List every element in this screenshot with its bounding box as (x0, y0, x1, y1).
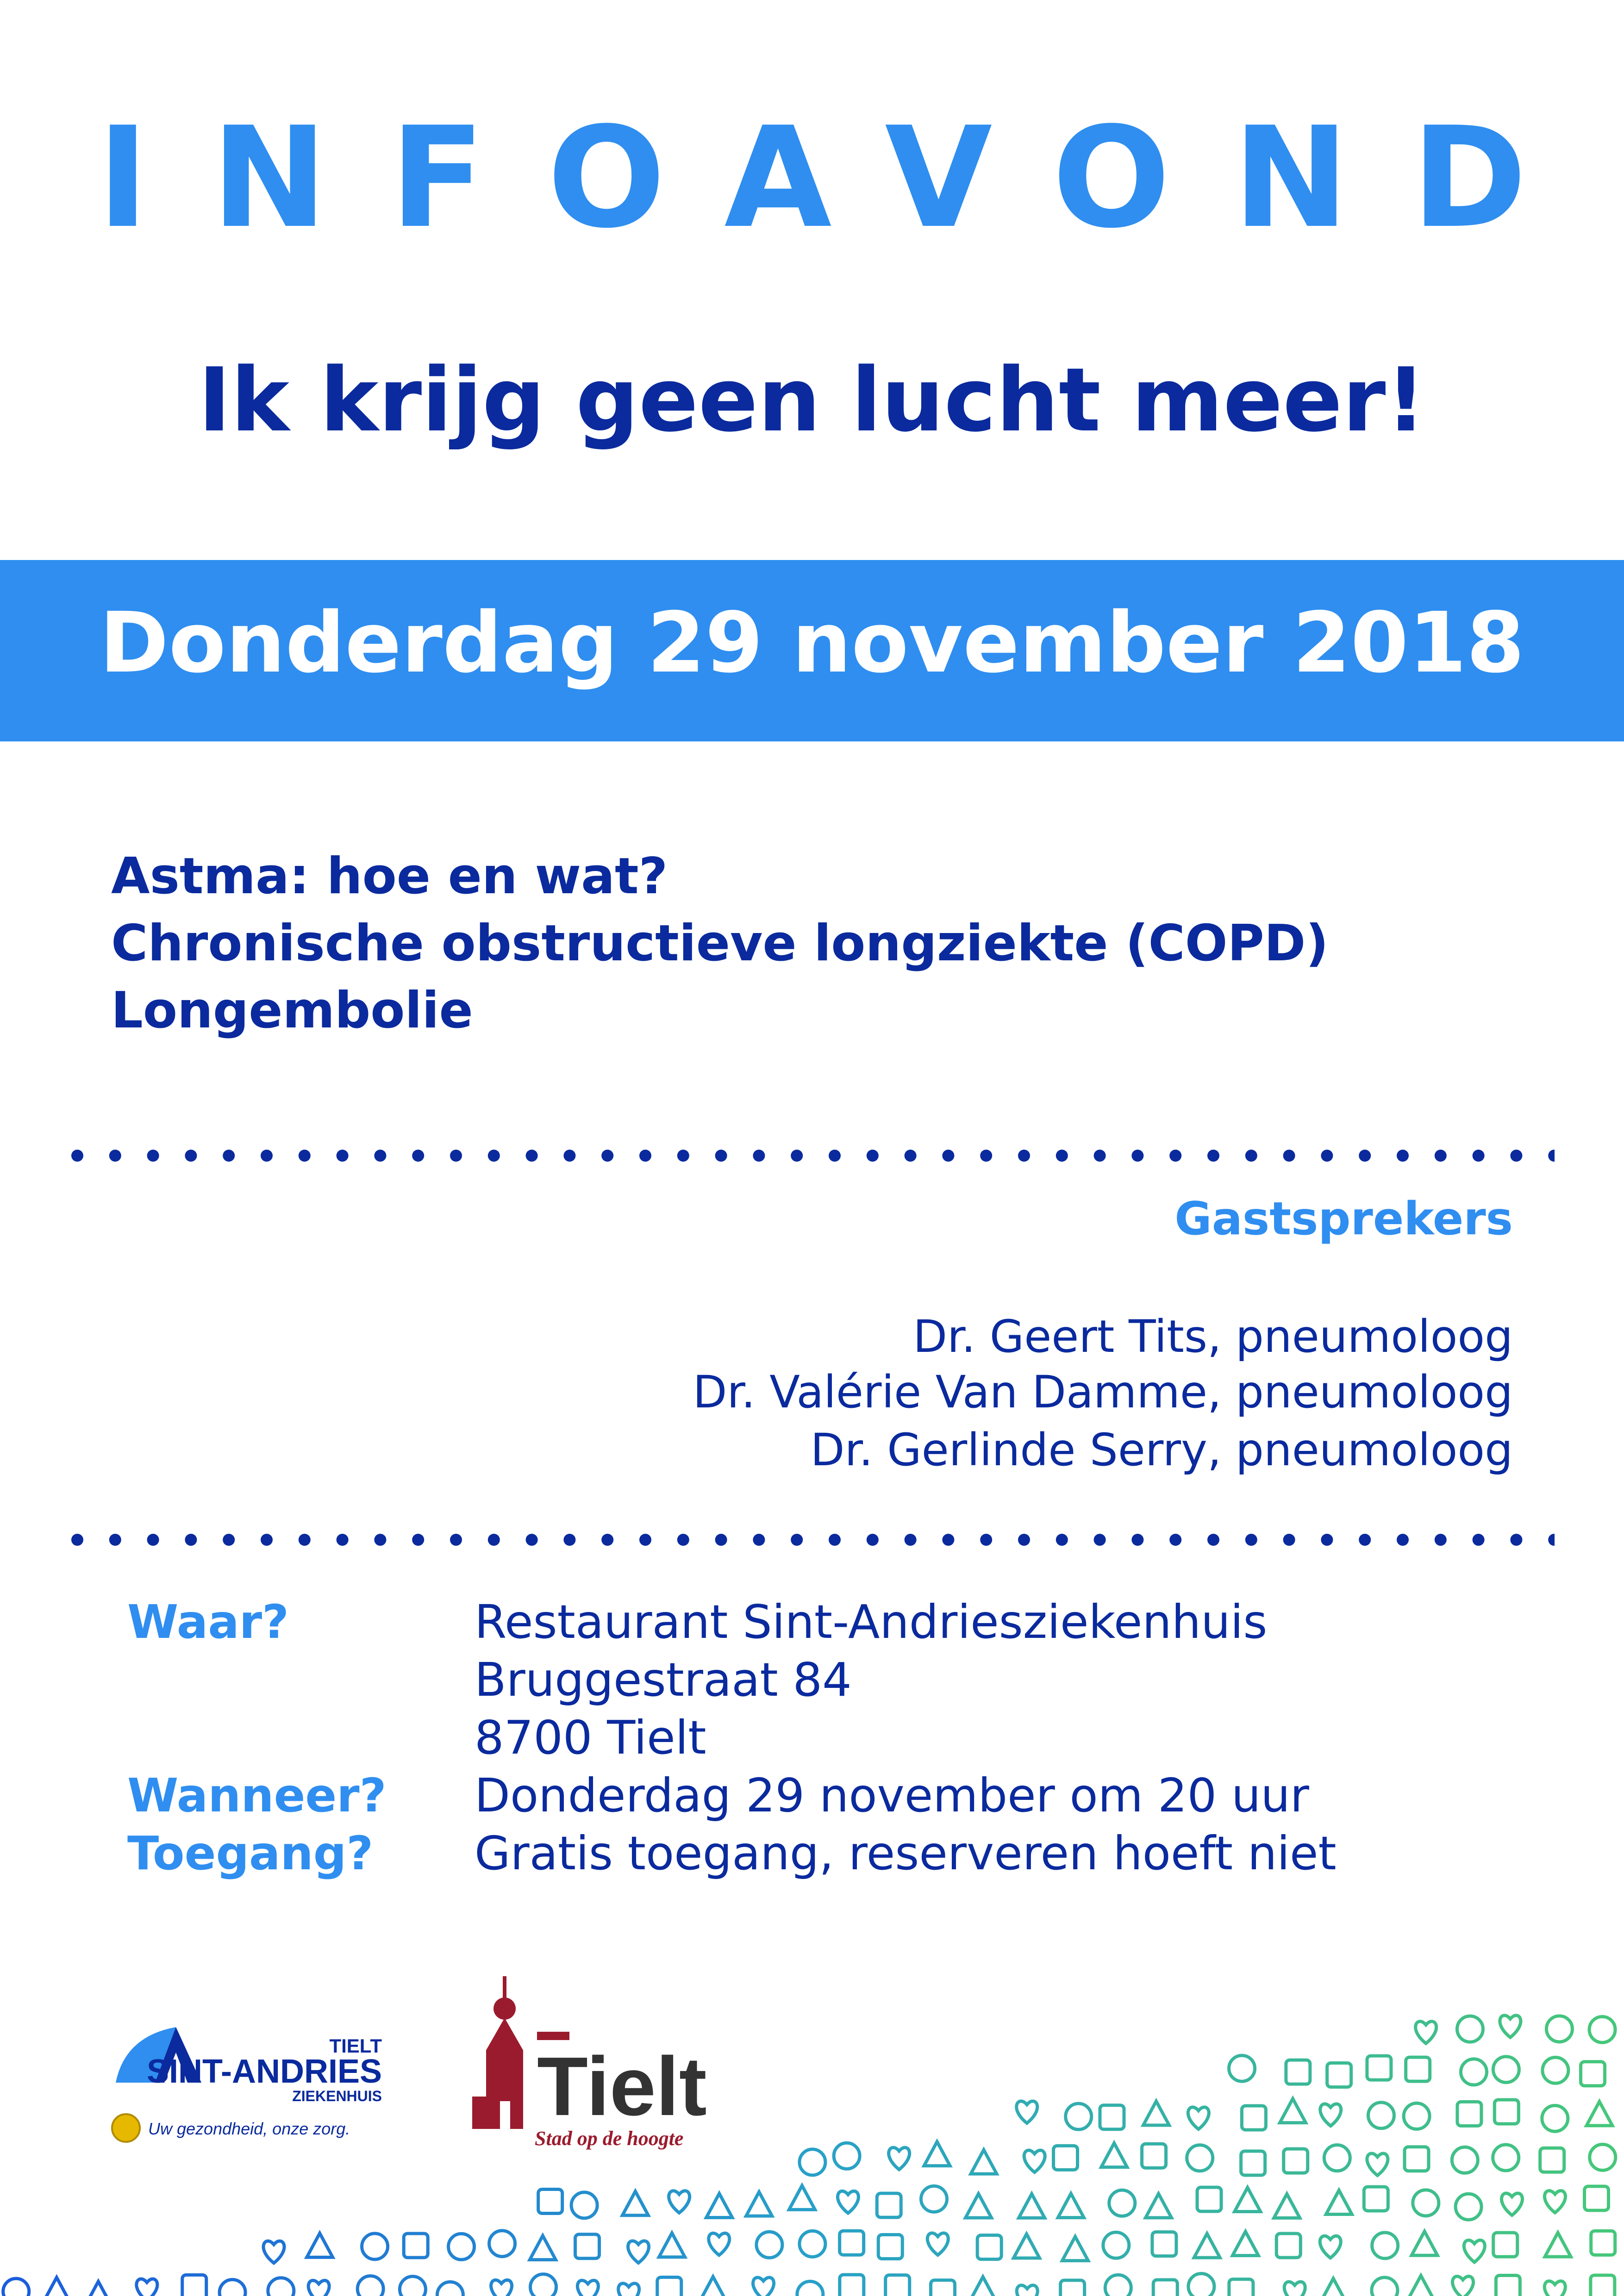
pattern-icon (878, 2235, 902, 2259)
speaker-item: Dr. Geert Tits, pneumoloog (913, 1311, 1513, 1363)
pattern-icon (1501, 2193, 1522, 2215)
pattern-icon (753, 2277, 774, 2296)
speakers-heading: Gastsprekers (1174, 1193, 1513, 1245)
pattern-icon (1017, 2101, 1037, 2123)
pattern-icon (219, 2279, 245, 2296)
pattern-icon (404, 2234, 428, 2258)
seal-icon (112, 2114, 140, 2142)
pattern-icon (437, 2282, 463, 2296)
pattern-icon (706, 2193, 732, 2217)
pattern-icon (618, 2284, 639, 2296)
pattern-icon (531, 2274, 556, 2296)
pattern-icon (1364, 2187, 1388, 2211)
access-value: Gratis toegang, reserveren hoeft niet (475, 1826, 1337, 1880)
pattern-icon (1103, 2232, 1129, 2258)
pattern-icon (1320, 2104, 1341, 2126)
pattern-icon (1372, 2277, 1398, 2296)
pattern-icon (1457, 2016, 1483, 2042)
pattern-icon (1455, 2194, 1481, 2220)
pattern-icon (1229, 2055, 1255, 2081)
where-label: Waar? (127, 1595, 289, 1649)
pattern-icon (1367, 2056, 1391, 2080)
pattern-icon (1367, 2153, 1388, 2176)
pattern-icon (1368, 2103, 1394, 2128)
pattern-icon (889, 2147, 910, 2170)
logo-name-text: SINT-ANDRIES (146, 2053, 382, 2090)
pattern-icon (924, 2142, 950, 2166)
pattern-icon (1109, 2190, 1135, 2216)
pattern-icon (1242, 2106, 1266, 2130)
pattern-icon (1493, 2057, 1519, 2083)
pattern-icon (840, 2275, 864, 2296)
pattern-icon (834, 2143, 860, 2169)
tielt-logo (468, 1962, 727, 2157)
speaker-item: Dr. Gerlinde Serry, pneumoloog (810, 1424, 1513, 1476)
pattern-icon (628, 2241, 649, 2263)
pattern-icon (659, 2233, 685, 2257)
pattern-icon (1142, 2144, 1166, 2168)
pattern-icon (357, 2276, 383, 2296)
pattern-icon (1187, 2145, 1213, 2171)
where-line: Bruggestraat 84 (475, 1653, 852, 1707)
pattern-icon (709, 2233, 730, 2255)
pattern-icon (1457, 2102, 1481, 2126)
pattern-icon (577, 2280, 598, 2296)
pattern-icon (1235, 2188, 1261, 2212)
pattern-icon (1146, 2194, 1172, 2218)
speaker-item: Dr. Valérie Van Damme, pneumoloog (693, 1366, 1513, 1418)
pattern-icon (1232, 2232, 1258, 2256)
pattern-icon (449, 2234, 475, 2259)
pattern-icon (571, 2192, 597, 2218)
pattern-icon (575, 2234, 600, 2259)
pattern-icon (1453, 2277, 1474, 2296)
pattern-icon (1543, 2057, 1568, 2083)
pattern-icon (1493, 2145, 1519, 2171)
pattern-icon (1066, 2103, 1092, 2129)
pattern-icon (1326, 2190, 1352, 2215)
pattern-icon (921, 2186, 947, 2212)
pattern-icon (756, 2232, 782, 2258)
pattern-icon (977, 2235, 1001, 2259)
page-subtitle: Ik krijg geen lucht meer! (198, 349, 1426, 451)
sint-andries-logo (106, 2009, 384, 2157)
pattern-icon (1188, 2107, 1209, 2129)
pattern-icon (400, 2277, 425, 2296)
pattern-icon (1406, 2057, 1430, 2081)
pattern-icon (1464, 2240, 1485, 2262)
pattern-icon (491, 2280, 512, 2296)
pattern-icon (657, 2277, 681, 2296)
pattern-icon (971, 2150, 997, 2174)
pattern-icon (1408, 2276, 1434, 2296)
access-label: Toegang? (127, 1826, 374, 1880)
pattern-icon (1320, 2278, 1346, 2296)
pattern-icon (1062, 2237, 1088, 2261)
pattern-icon (1058, 2194, 1084, 2218)
pattern-icon (1013, 2234, 1039, 2258)
pattern-icon (840, 2231, 864, 2255)
topic-item: Astma: hoe en wat? (111, 847, 668, 905)
pattern-icon (1494, 2100, 1518, 2124)
pattern-icon (1544, 2190, 1565, 2213)
pattern-icon (1284, 2282, 1305, 2296)
pattern-icon (1493, 2233, 1518, 2257)
pattern-icon (1274, 2194, 1300, 2218)
pattern-icon (789, 2185, 815, 2209)
pattern-icon (1590, 2144, 1616, 2170)
pattern-icon (1452, 2147, 1478, 2173)
dotted-divider (69, 1148, 1555, 1164)
topic-item: Chronische obstructieve longziekte (COPD) (111, 915, 1329, 972)
dotted-divider (69, 1532, 1555, 1548)
pattern-icon (800, 2149, 825, 2175)
pattern-icon (263, 2241, 284, 2263)
pattern-icon (877, 2193, 901, 2217)
when-value: Donderdag 29 november om 20 uur (475, 1768, 1309, 1823)
where-line: Restaurant Sint-Andriesziekenhuis (475, 1595, 1268, 1649)
pattern-icon (931, 2280, 955, 2296)
pattern-icon (1591, 2231, 1615, 2255)
pattern-icon (1589, 2016, 1615, 2042)
pattern-icon (1229, 2279, 1253, 2296)
pattern-icon (1100, 2105, 1124, 2129)
pattern-icon (1152, 2232, 1176, 2256)
pattern-icon (1320, 2236, 1341, 2258)
pattern-icon (307, 2233, 333, 2257)
pattern-icon (669, 2191, 690, 2213)
pattern-icon (1372, 2233, 1398, 2259)
pattern-icon (538, 2189, 562, 2213)
pattern-icon (362, 2234, 388, 2259)
pattern-icon (837, 2191, 858, 2213)
pattern-icon (1544, 2281, 1565, 2296)
tielt-tagline: Stad op de hoogte (535, 2127, 684, 2150)
pattern-icon (1061, 2280, 1085, 2296)
pattern-icon (970, 2277, 996, 2296)
when-label: Wanneer? (127, 1768, 387, 1823)
logo-sub-text: ZIEKENHUIS (292, 2088, 382, 2104)
pattern-icon (1019, 2194, 1045, 2218)
pattern-icon (268, 2278, 294, 2296)
pattern-icon (886, 2275, 910, 2296)
pattern-icon (1284, 2149, 1308, 2173)
pattern-icon (1587, 2102, 1612, 2126)
pattern-icon (489, 2231, 515, 2257)
pattern-icon (1241, 2151, 1265, 2175)
pattern-icon (1540, 2148, 1564, 2172)
pattern-icon (1581, 2062, 1605, 2086)
where-line: 8700 Tielt (475, 1711, 706, 1765)
pattern-icon (1024, 2150, 1045, 2172)
pattern-icon (1054, 2146, 1078, 2170)
tielt-name: Tielt (537, 2040, 707, 2133)
pattern-icon (1496, 2275, 1520, 2296)
pattern-icon (1324, 2145, 1350, 2171)
pattern-icon (1591, 2275, 1615, 2296)
pattern-icon (1542, 2105, 1568, 2131)
pattern-icon (308, 2280, 329, 2296)
pattern-icon (927, 2233, 948, 2255)
pattern-icon (1585, 2186, 1609, 2210)
pattern-icon (1280, 2099, 1306, 2123)
pattern-icon (1405, 2147, 1429, 2171)
pattern-icon (1188, 2274, 1214, 2296)
pattern-icon (182, 2275, 206, 2296)
pattern-icon (530, 2236, 556, 2260)
pattern-icon (85, 2282, 111, 2296)
pattern-icon (746, 2192, 772, 2216)
pattern-icon (1017, 2285, 1037, 2296)
pattern-icon (700, 2277, 726, 2296)
pattern-icon (44, 2277, 69, 2296)
pattern-icon (1412, 2231, 1437, 2255)
pattern-icon (1546, 2016, 1572, 2042)
pattern-icon (1461, 2059, 1487, 2085)
pattern-icon (797, 2281, 823, 2296)
pattern-icon (1197, 2187, 1221, 2211)
pattern-icon (800, 2231, 825, 2257)
pattern-icon (1143, 2101, 1169, 2125)
pattern-icon (3, 2278, 29, 2296)
pattern-icon (1286, 2060, 1310, 2084)
date-band-text: Donderdag 29 november 2018 (99, 595, 1525, 691)
pattern-icon (1545, 2233, 1571, 2257)
logo-tagline: Uw gezondheid, onze zorg. (148, 2119, 350, 2138)
pattern-icon (1105, 2275, 1131, 2296)
pattern-icon (1413, 2190, 1439, 2216)
pattern-icon (1153, 2280, 1177, 2296)
pattern-icon (966, 2194, 992, 2218)
pattern-icon (1416, 2022, 1437, 2044)
pattern-icon (1194, 2234, 1220, 2258)
pattern-icon (622, 2191, 648, 2215)
pattern-icon (1276, 2234, 1300, 2258)
pattern-icon (1101, 2143, 1127, 2167)
pattern-icon (137, 2279, 157, 2296)
pattern-icon (1500, 2016, 1521, 2038)
pattern-icon (1404, 2103, 1430, 2129)
logo-top-text: TIELT (329, 2035, 382, 2057)
page-title: INFOAVOND (97, 97, 1590, 259)
pattern-icon (1327, 2063, 1351, 2087)
topic-item: Longembolie (111, 982, 473, 1039)
